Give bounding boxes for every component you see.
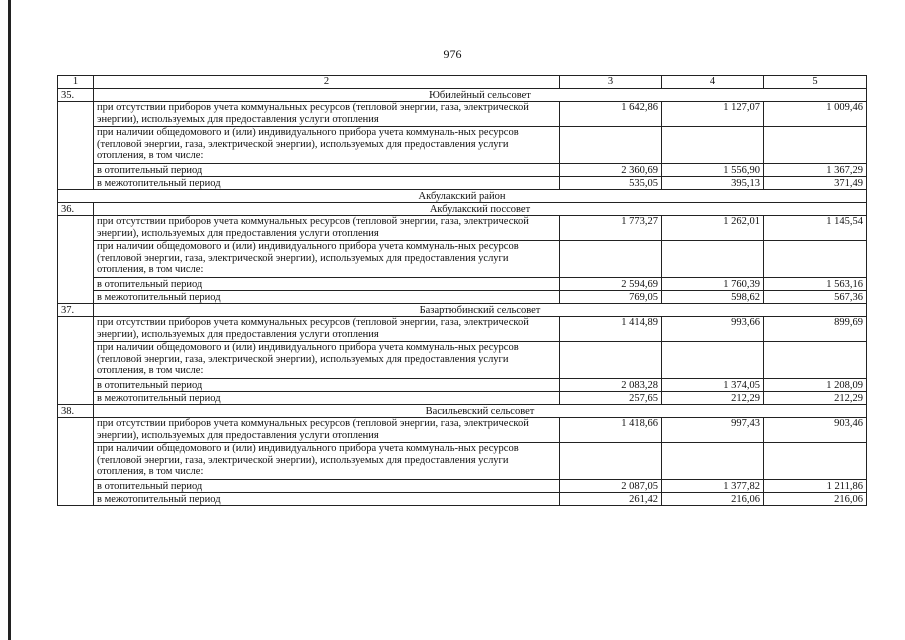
- table-row: [58, 480, 867, 493]
- value-cell: 1 211,86: [764, 480, 867, 493]
- row-label: в межотопительный период: [94, 177, 560, 190]
- value-cell: 2 360,69: [560, 164, 662, 177]
- value-cell: 997,43: [662, 418, 764, 443]
- value-cell: 1 009,46: [764, 102, 867, 127]
- value-cell: 2 083,28: [560, 379, 662, 392]
- value-cell: 257,65: [560, 392, 662, 405]
- value-cell: 216,06: [662, 493, 764, 506]
- table-row: [58, 278, 867, 291]
- row-label: в отопительный период: [94, 480, 560, 493]
- value-cell: 1 563,16: [764, 278, 867, 291]
- value-cell: 535,05: [560, 177, 662, 190]
- value-cell: 261,42: [560, 493, 662, 506]
- column-header: 5: [764, 76, 867, 89]
- empty-cell: [764, 443, 867, 480]
- empty-cell: [560, 127, 662, 164]
- value-cell: 1 556,90: [662, 164, 764, 177]
- row-label: при отсутствии приборов учета коммунальных ресурсов (тепловой энергии, газа, электрической энергии), используемых для предоставления услуги отопления: [94, 418, 560, 443]
- section-number: 38.: [58, 405, 94, 418]
- section-title-row: [58, 405, 867, 418]
- table-row: [58, 241, 867, 278]
- empty-cell: [764, 127, 867, 164]
- section-number: 37.: [58, 304, 94, 317]
- row-label: при наличии общедомового и (или) индивидуального прибора учета коммуналь-ных ресурсов (тепловой энергии, газа, электрической энергии), используемых для предоставления услуги отопления, в том числе:: [94, 127, 560, 164]
- section-name: Васильевский сельсовет: [94, 405, 867, 418]
- empty-cell: [662, 342, 764, 379]
- value-cell: 1 262,01: [662, 216, 764, 241]
- empty-cell: [560, 241, 662, 278]
- table-row: [58, 418, 867, 443]
- value-cell: 216,06: [764, 493, 867, 506]
- value-cell: 993,66: [662, 317, 764, 342]
- section-number: 36.: [58, 203, 94, 216]
- section-title-row: [58, 89, 867, 102]
- row-label: при отсутствии приборов учета коммунальных ресурсов (тепловой энергии, газа, электрической энергии), используемых для предоставления услуги отопления: [94, 102, 560, 127]
- table-row: [58, 493, 867, 506]
- value-cell: 1 418,66: [560, 418, 662, 443]
- table-row: [58, 342, 867, 379]
- value-cell: 2 594,69: [560, 278, 662, 291]
- value-cell: 2 087,05: [560, 480, 662, 493]
- value-cell: 1 414,89: [560, 317, 662, 342]
- row-label: при наличии общедомового и (или) индивидуального прибора учета коммуналь-ных ресурсов (тепловой энергии, газа, электрической энергии), используемых для предоставления услуги отопления, в том числе:: [94, 443, 560, 480]
- value-cell: 1 208,09: [764, 379, 867, 392]
- section-title-row: [58, 203, 867, 216]
- empty-cell: [560, 342, 662, 379]
- column-header: 2: [94, 76, 560, 89]
- empty-cell: [764, 241, 867, 278]
- value-cell: 1 377,82: [662, 480, 764, 493]
- value-cell: 1 127,07: [662, 102, 764, 127]
- table-row: [58, 317, 867, 342]
- page-number: 976: [443, 47, 462, 61]
- empty-cell: [58, 317, 94, 405]
- section-name: Юбилейный сельсовет: [94, 89, 867, 102]
- table-row: [58, 177, 867, 190]
- value-cell: 1 760,39: [662, 278, 764, 291]
- value-cell: 567,36: [764, 291, 867, 304]
- column-header: 4: [662, 76, 764, 89]
- value-cell: 1 374,05: [662, 379, 764, 392]
- row-label: в отопительный период: [94, 278, 560, 291]
- value-cell: 212,29: [764, 392, 867, 405]
- empty-cell: [764, 342, 867, 379]
- table-row: [58, 392, 867, 405]
- empty-cell: [58, 102, 94, 190]
- value-cell: 1 642,86: [560, 102, 662, 127]
- column-header: 1: [58, 76, 94, 89]
- section-name: Базартюбинский сельсовет: [94, 304, 867, 317]
- row-label: при отсутствии приборов учета коммунальных ресурсов (тепловой энергии, газа, электрической энергии), используемых для предоставления услуги отопления: [94, 216, 560, 241]
- table-row: [58, 164, 867, 177]
- value-cell: 899,69: [764, 317, 867, 342]
- row-label: в межотопительный период: [94, 493, 560, 506]
- row-label: в отопительный период: [94, 164, 560, 177]
- row-label: при наличии общедомового и (или) индивидуального прибора учета коммуналь-ных ресурсов (тепловой энергии, газа, электрической энергии), используемых для предоставления услуги отопления, в том числе:: [94, 342, 560, 379]
- value-cell: 1 145,54: [764, 216, 867, 241]
- value-cell: 903,46: [764, 418, 867, 443]
- value-cell: 212,29: [662, 392, 764, 405]
- empty-cell: [58, 418, 94, 506]
- table-row: [58, 127, 867, 164]
- section-number: 35.: [58, 89, 94, 102]
- table-header-row: [58, 76, 867, 89]
- district-heading-row: [58, 190, 867, 203]
- table-row: [58, 379, 867, 392]
- column-header: 3: [560, 76, 662, 89]
- table-row: [58, 443, 867, 480]
- table-row: [58, 291, 867, 304]
- value-cell: 598,62: [662, 291, 764, 304]
- empty-cell: [662, 443, 764, 480]
- value-cell: 395,13: [662, 177, 764, 190]
- empty-cell: [560, 443, 662, 480]
- empty-cell: [662, 127, 764, 164]
- row-label: в отопительный период: [94, 379, 560, 392]
- row-label: при отсутствии приборов учета коммунальных ресурсов (тепловой энергии, газа, электрической энергии), используемых для предоставления услуги отопления: [94, 317, 560, 342]
- row-label: при наличии общедомового и (или) индивидуального прибора учета коммуналь-ных ресурсов (тепловой энергии, газа, электрической энергии), используемых для предоставления услуги отопления, в том числе:: [94, 241, 560, 278]
- table-row: [58, 102, 867, 127]
- row-label: в межотопительный период: [94, 392, 560, 405]
- value-cell: 1 773,27: [560, 216, 662, 241]
- empty-cell: [662, 241, 764, 278]
- scan-edge-line: [8, 0, 11, 640]
- tariff-table: [57, 75, 867, 506]
- section-title-row: [58, 304, 867, 317]
- value-cell: 1 367,29: [764, 164, 867, 177]
- district-heading: Акбулакский район: [58, 190, 867, 203]
- row-label: в межотопительный период: [94, 291, 560, 304]
- value-cell: 769,05: [560, 291, 662, 304]
- table-row: [58, 216, 867, 241]
- value-cell: 371,49: [764, 177, 867, 190]
- section-name: Акбулакский поссовет: [94, 203, 867, 216]
- empty-cell: [58, 216, 94, 304]
